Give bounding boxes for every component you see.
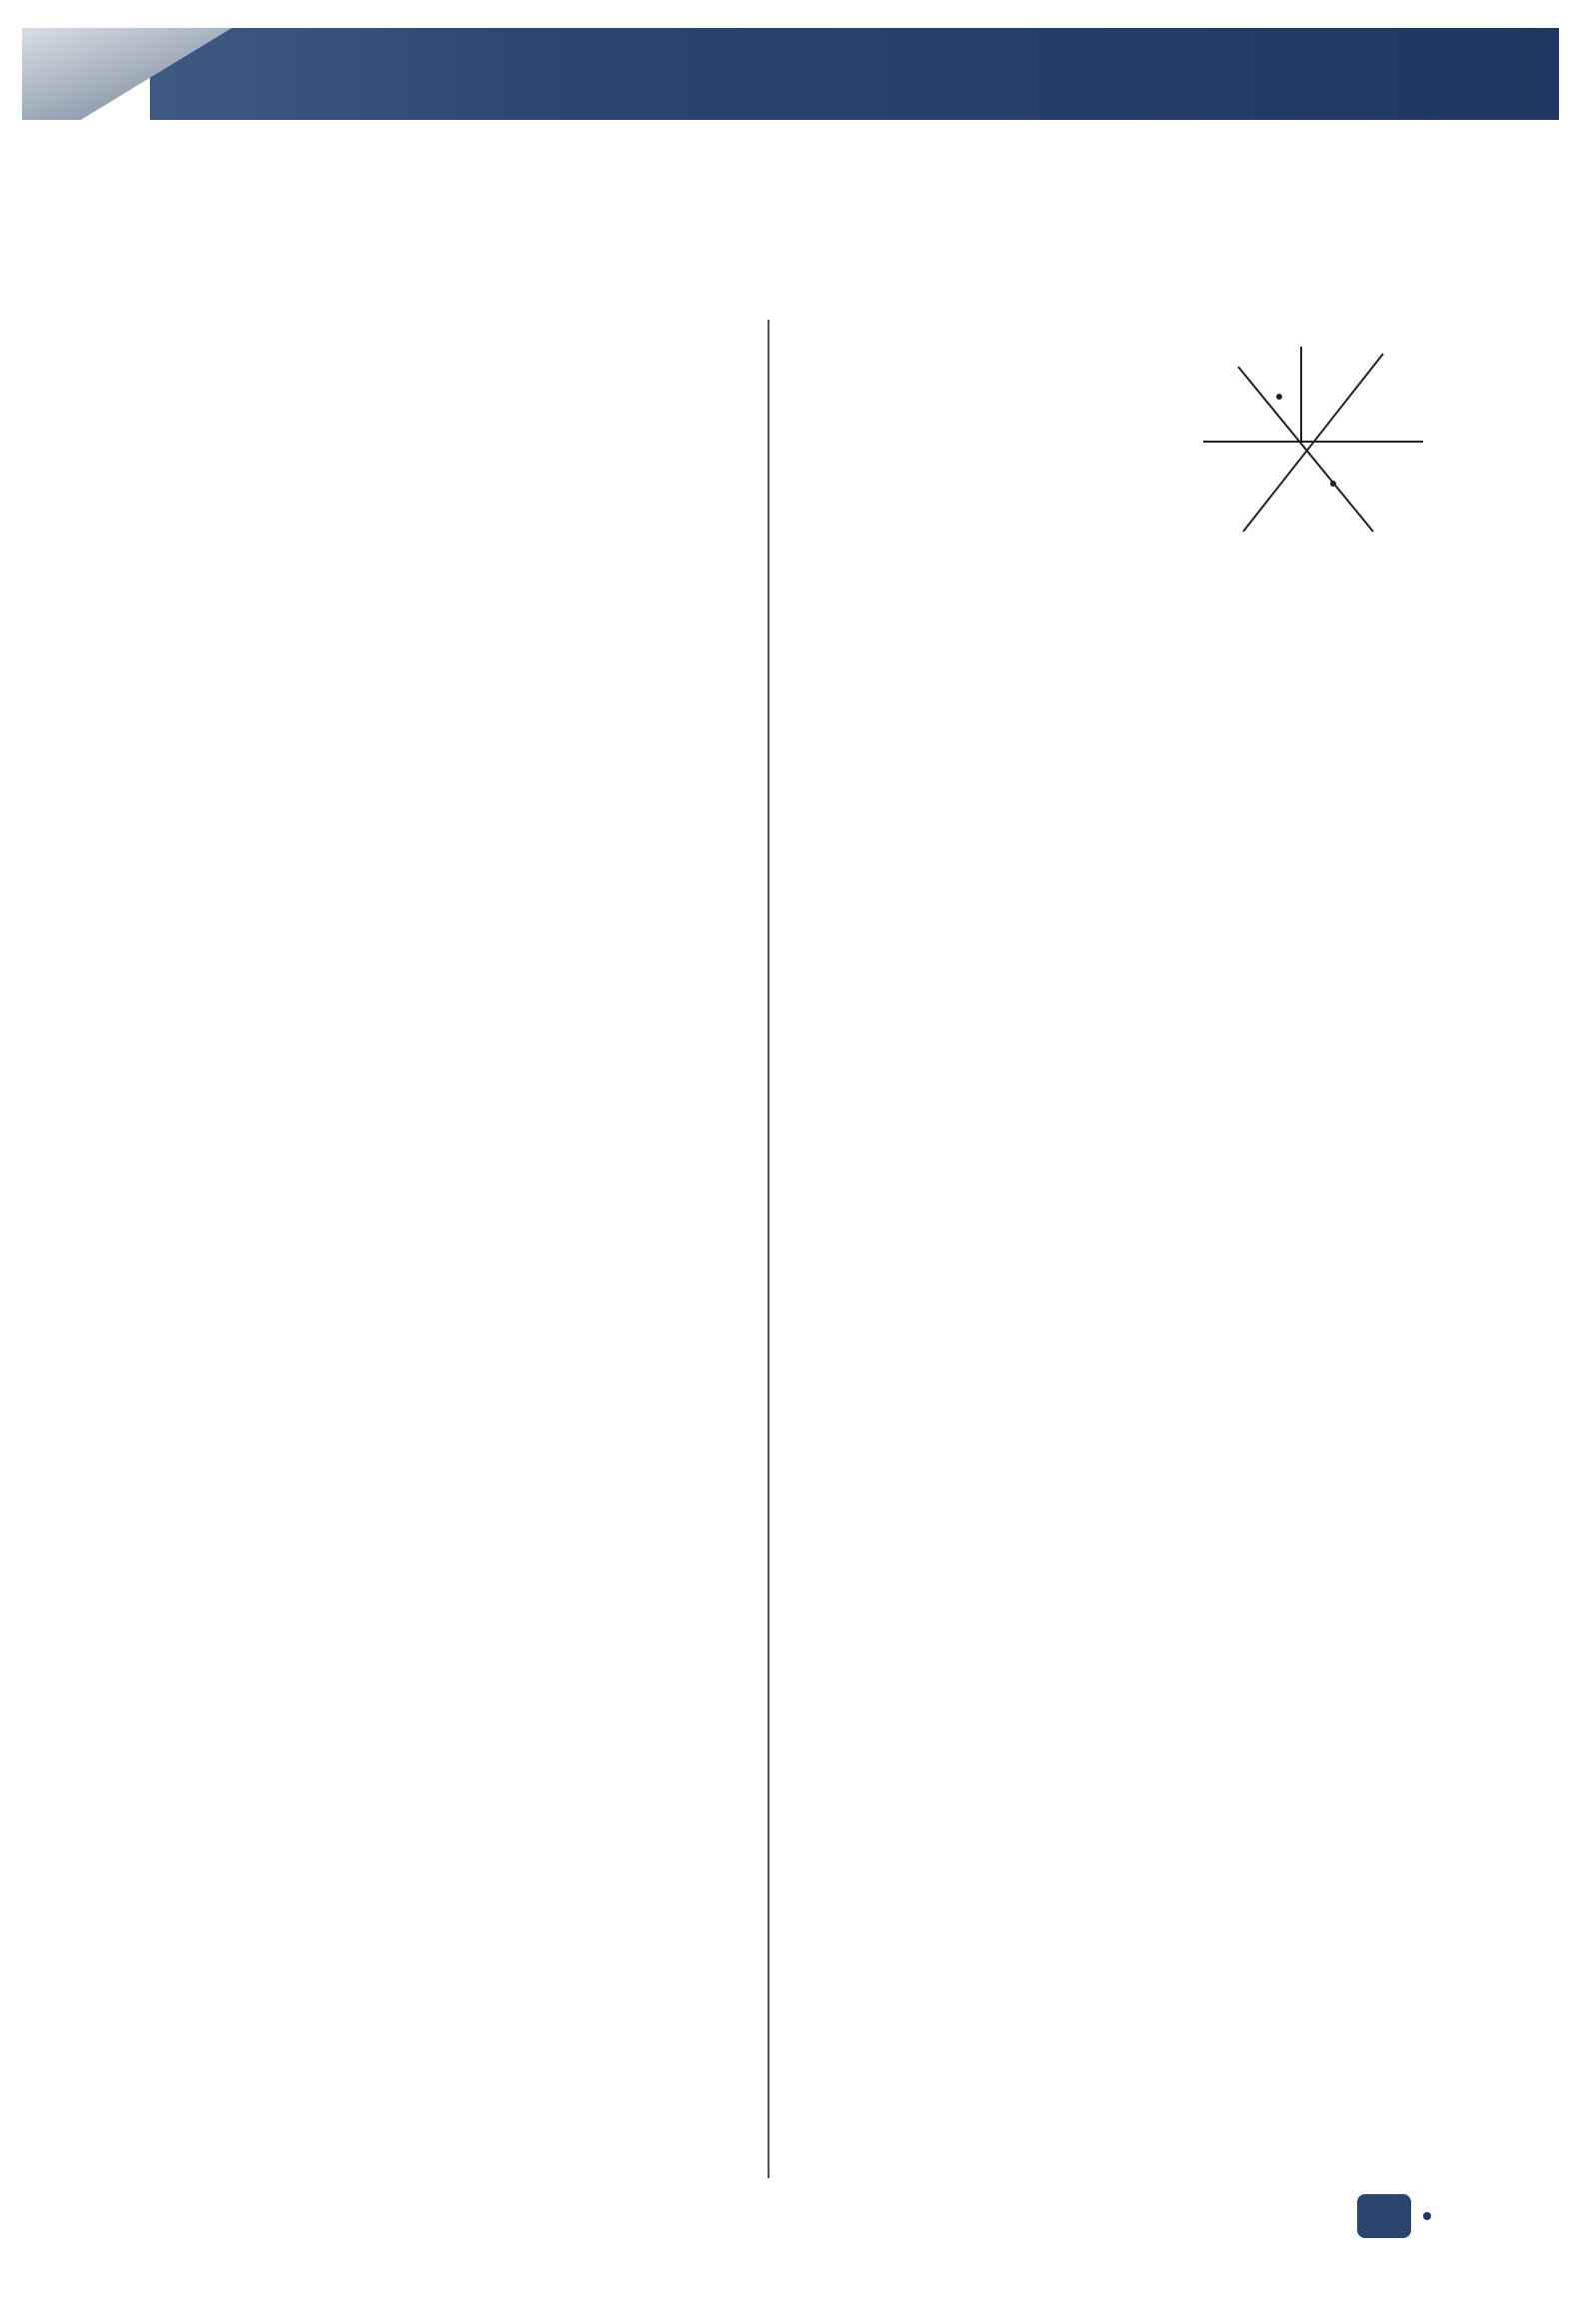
header-banner <box>150 28 1559 120</box>
page-number <box>1357 2194 1411 2238</box>
intersecting-lines-diagram <box>1183 332 1443 562</box>
figure-section <box>799 318 1459 580</box>
point-f <box>1276 394 1282 400</box>
point-f-prime <box>1330 481 1336 487</box>
column-divider <box>768 320 770 2178</box>
right-column <box>799 318 1459 580</box>
angle-figure <box>1183 332 1443 580</box>
dot-icon <box>1423 2212 1431 2220</box>
left-column <box>100 318 740 322</box>
